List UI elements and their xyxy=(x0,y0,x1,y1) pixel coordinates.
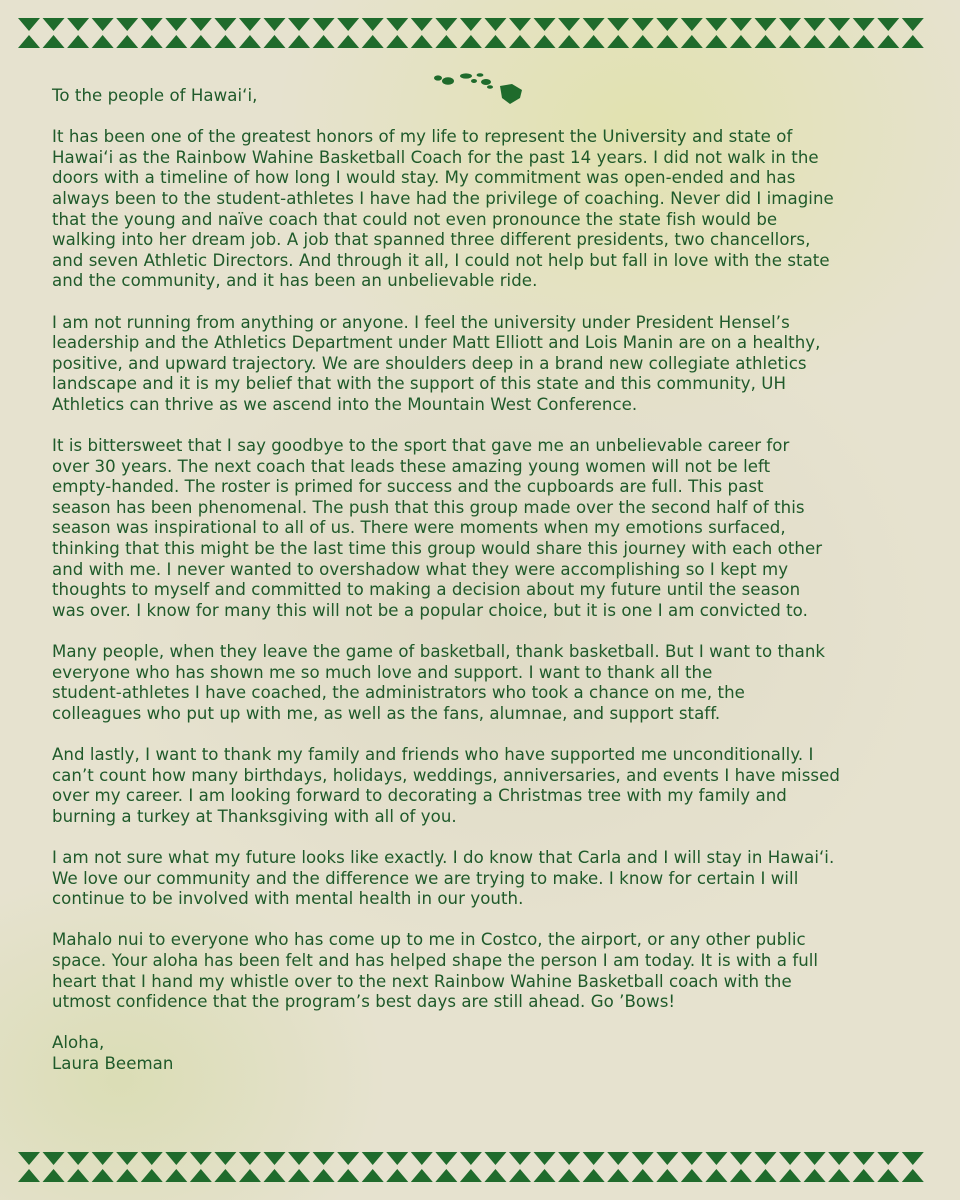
pattern-triangle xyxy=(67,1152,89,1165)
pattern-triangle xyxy=(755,35,777,48)
pattern-triangle xyxy=(583,35,605,48)
letter-paragraph: Many people, when they leave the game of basketball, thank basketball. But I want to thank everyone who has shown me so much love and support. I want to thank all the student-athletes I have coached, the administrators who took a chance on me, the colleagues who put up with me, as well as the fans, alumnae, and support staff. xyxy=(52,642,826,723)
triangle-pattern-bottom xyxy=(0,1148,960,1200)
pattern-triangle xyxy=(828,18,850,31)
pattern-triangle xyxy=(239,1169,261,1182)
pattern-triangle xyxy=(534,1169,556,1182)
pattern-triangle xyxy=(558,1169,580,1182)
pattern-triangle xyxy=(264,1169,286,1182)
pattern-triangle xyxy=(288,18,310,31)
letter-closing: Aloha, xyxy=(52,1033,105,1053)
pattern-triangle xyxy=(92,35,114,48)
pattern-triangle xyxy=(902,1152,924,1165)
pattern-triangle xyxy=(337,1152,359,1165)
pattern-triangle xyxy=(509,35,531,48)
pattern-triangle xyxy=(386,18,408,31)
pattern-triangle xyxy=(558,18,580,31)
pattern-triangle xyxy=(705,1169,727,1182)
pattern-triangle xyxy=(67,1169,89,1182)
pattern-triangle xyxy=(779,35,801,48)
pattern-triangle xyxy=(239,18,261,31)
pattern-triangle xyxy=(67,35,89,48)
pattern-triangle xyxy=(313,1169,335,1182)
pattern-triangle xyxy=(165,1169,187,1182)
pattern-triangle xyxy=(534,1152,556,1165)
pattern-triangle xyxy=(484,18,506,31)
pattern-triangle xyxy=(337,18,359,31)
pattern-triangle xyxy=(362,1152,384,1165)
pattern-triangle xyxy=(755,1152,777,1165)
pattern-triangle xyxy=(804,1169,826,1182)
pattern-triangle xyxy=(92,1169,114,1182)
pattern-triangle xyxy=(214,18,236,31)
pattern-triangle xyxy=(165,18,187,31)
pattern-triangle xyxy=(435,1169,457,1182)
pattern-triangle xyxy=(484,1152,506,1165)
pattern-triangle xyxy=(264,1152,286,1165)
pattern-triangle xyxy=(804,1152,826,1165)
pattern-triangle xyxy=(607,35,629,48)
pattern-triangle xyxy=(681,1152,703,1165)
pattern-triangle xyxy=(730,35,752,48)
pattern-triangle xyxy=(362,18,384,31)
pattern-triangle xyxy=(583,1169,605,1182)
pattern-triangle xyxy=(902,18,924,31)
pattern-triangle xyxy=(141,18,163,31)
pattern-triangle xyxy=(779,1152,801,1165)
pattern-triangle xyxy=(607,1152,629,1165)
pattern-triangle xyxy=(681,1169,703,1182)
pattern-triangle xyxy=(877,35,899,48)
pattern-triangle xyxy=(288,1169,310,1182)
pattern-triangle xyxy=(43,35,65,48)
pattern-triangle xyxy=(165,35,187,48)
pattern-triangle xyxy=(828,35,850,48)
pattern-triangle xyxy=(435,35,457,48)
pattern-triangle xyxy=(18,1152,40,1165)
pattern-triangle xyxy=(43,18,65,31)
pattern-triangle xyxy=(92,18,114,31)
pattern-triangle xyxy=(730,1152,752,1165)
pattern-triangle xyxy=(116,1169,138,1182)
pattern-triangle xyxy=(18,1169,40,1182)
pattern-triangle xyxy=(828,1152,850,1165)
pattern-triangle xyxy=(92,1152,114,1165)
pattern-triangle xyxy=(411,1169,433,1182)
pattern-triangle xyxy=(460,1169,482,1182)
letter-body xyxy=(52,86,912,1075)
pattern-triangle xyxy=(509,1169,531,1182)
pattern-triangle xyxy=(43,1169,65,1182)
pattern-triangle xyxy=(214,35,236,48)
pattern-triangle xyxy=(141,35,163,48)
pattern-triangle xyxy=(902,35,924,48)
pattern-triangle xyxy=(386,1152,408,1165)
pattern-triangle xyxy=(116,35,138,48)
pattern-triangle xyxy=(411,1152,433,1165)
letter-paragraph: It has been one of the greatest honors of my life to represent the University and state of Hawaiʻi as the Rainbow Wahine Basketball Coach for the past 14 years. I did not walk in the doors with a timeline of how long I would stay. My commitment was open-ended and has always been to the student-athletes I have had the privilege of coaching. Never did I imagine that the young and naïve coach that could not even pronounce the state fish would be walking into her dream job. A job that spanned three different presidents, two chancellors, and seven Athletic Directors. And through it all, I could not help but fall in love with the state and the community, and it has been an unbelievable ride. xyxy=(52,127,834,291)
top-border-pattern xyxy=(0,0,960,52)
pattern-triangle xyxy=(656,35,678,48)
pattern-triangle xyxy=(877,1152,899,1165)
letter-paragraph: And lastly, I want to thank my family and friends who have supported me unconditionally. I can’t count how many birthdays, holidays, weddings, anniversaries, and events I have missed over my career. I am looking forward to decorating a Christmas tree with my family and burning a turkey at Thanksgiving with all of you. xyxy=(52,745,840,826)
pattern-triangle xyxy=(755,18,777,31)
pattern-triangle xyxy=(607,18,629,31)
pattern-triangle xyxy=(656,1169,678,1182)
pattern-triangle xyxy=(877,18,899,31)
letter-paragraph: I am not sure what my future looks like exactly. I do know that Carla and I will stay in Hawaiʻi. We love our community and the difference we are trying to make. I know for certain I will continue to be involved with mental health in our youth. xyxy=(52,847,835,909)
pattern-triangle xyxy=(18,18,40,31)
pattern-triangle xyxy=(730,1169,752,1182)
pattern-triangle xyxy=(681,18,703,31)
pattern-triangle xyxy=(190,1152,212,1165)
pattern-triangle xyxy=(141,1152,163,1165)
pattern-triangle xyxy=(116,18,138,31)
pattern-triangle xyxy=(411,18,433,31)
pattern-triangle xyxy=(435,1152,457,1165)
pattern-triangle xyxy=(141,1169,163,1182)
pattern-triangle xyxy=(190,1169,212,1182)
pattern-triangle xyxy=(853,18,875,31)
pattern-triangle xyxy=(337,1169,359,1182)
pattern-triangle xyxy=(583,1152,605,1165)
pattern-triangle xyxy=(484,35,506,48)
pattern-triangle xyxy=(583,18,605,31)
pattern-triangle xyxy=(509,18,531,31)
letter-paragraph: I am not running from anything or anyone. I feel the university under President Hensel’s leadership and the Athletics Department under Matt Elliott and Lois Manin are on a healthy, positive, and upward trajectory. We are shoulders deep in a brand new collegiate athletics landscape and it is my belief that with the support of this state and this community, UH Athletics can thrive as we ascend into the Mountain West Conference. xyxy=(52,312,821,414)
pattern-triangle xyxy=(755,1169,777,1182)
pattern-triangle xyxy=(165,1152,187,1165)
pattern-triangle xyxy=(632,35,654,48)
pattern-triangle xyxy=(362,1169,384,1182)
letter-signature: Laura Beeman xyxy=(52,1053,174,1073)
pattern-triangle xyxy=(656,1152,678,1165)
pattern-triangle xyxy=(877,1169,899,1182)
pattern-triangle xyxy=(313,35,335,48)
pattern-triangle xyxy=(853,35,875,48)
pattern-triangle xyxy=(534,35,556,48)
pattern-triangle xyxy=(239,1152,261,1165)
pattern-triangle xyxy=(313,1152,335,1165)
pattern-triangle xyxy=(190,18,212,31)
pattern-triangle xyxy=(337,35,359,48)
pattern-triangle xyxy=(632,18,654,31)
pattern-triangle xyxy=(804,18,826,31)
pattern-triangle xyxy=(411,35,433,48)
pattern-triangle xyxy=(214,1152,236,1165)
triangle-pattern-top xyxy=(0,0,960,52)
pattern-triangle xyxy=(362,35,384,48)
pattern-triangle xyxy=(264,35,286,48)
pattern-triangle xyxy=(288,1152,310,1165)
pattern-triangle xyxy=(558,1152,580,1165)
letter-paragraph: It is bittersweet that I say goodbye to the sport that gave me an unbelievable career for over 30 years. The next coach that leads these amazing young women will not be left empty-handed. The roster is primed for success and the cupboards are full. This past season has been phenomenal. The push that this group made over the second half of this season was inspirational to all of us. There were moments when my emotions surfaced, thinking that this might be the last time this group would share this journey with each other and with me. I never wanted to overshadow what they were accomplishing so I kept my thoughts to myself and committed to making a decision about my future until the season was over. I know for many this will not be a popular choice, but it is one I am convicted to. xyxy=(52,436,823,620)
pattern-triangle xyxy=(534,18,556,31)
pattern-triangle xyxy=(705,18,727,31)
pattern-triangle xyxy=(632,1169,654,1182)
pattern-triangle xyxy=(779,18,801,31)
pattern-triangle xyxy=(214,1169,236,1182)
pattern-triangle xyxy=(435,18,457,31)
pattern-triangle xyxy=(288,35,310,48)
pattern-triangle xyxy=(681,35,703,48)
pattern-triangle xyxy=(484,1169,506,1182)
pattern-triangle xyxy=(239,35,261,48)
pattern-triangle xyxy=(705,1152,727,1165)
pattern-triangle xyxy=(460,1152,482,1165)
pattern-triangle xyxy=(313,18,335,31)
pattern-triangle xyxy=(607,1169,629,1182)
pattern-triangle xyxy=(632,1152,654,1165)
pattern-triangle xyxy=(705,35,727,48)
pattern-triangle xyxy=(460,35,482,48)
pattern-triangle xyxy=(853,1169,875,1182)
pattern-triangle xyxy=(18,35,40,48)
pattern-triangle xyxy=(853,1152,875,1165)
pattern-triangle xyxy=(804,35,826,48)
pattern-triangle xyxy=(264,18,286,31)
pattern-triangle xyxy=(779,1169,801,1182)
bottom-border-pattern xyxy=(0,1148,960,1200)
pattern-triangle xyxy=(558,35,580,48)
pattern-triangle xyxy=(902,1169,924,1182)
pattern-triangle xyxy=(460,18,482,31)
pattern-triangle xyxy=(828,1169,850,1182)
pattern-triangle xyxy=(43,1152,65,1165)
pattern-triangle xyxy=(509,1152,531,1165)
pattern-triangle xyxy=(386,1169,408,1182)
pattern-triangle xyxy=(190,35,212,48)
letter-paragraph: Mahalo nui to everyone who has come up to me in Costco, the airport, or any other public space. Your aloha has been felt and has helped shape the person I am today. It is with a full heart that I hand my whistle over to the next Rainbow Wahine Basketball coach with the utmost confidence that the program’s best days are still ahead. Go ’Bows! xyxy=(52,930,819,1012)
pattern-triangle xyxy=(730,18,752,31)
pattern-triangle xyxy=(386,35,408,48)
pattern-triangle xyxy=(656,18,678,31)
pattern-triangle xyxy=(116,1152,138,1165)
letter-salutation: To the people of Hawaiʻi, xyxy=(52,86,258,105)
pattern-triangle xyxy=(67,18,89,31)
